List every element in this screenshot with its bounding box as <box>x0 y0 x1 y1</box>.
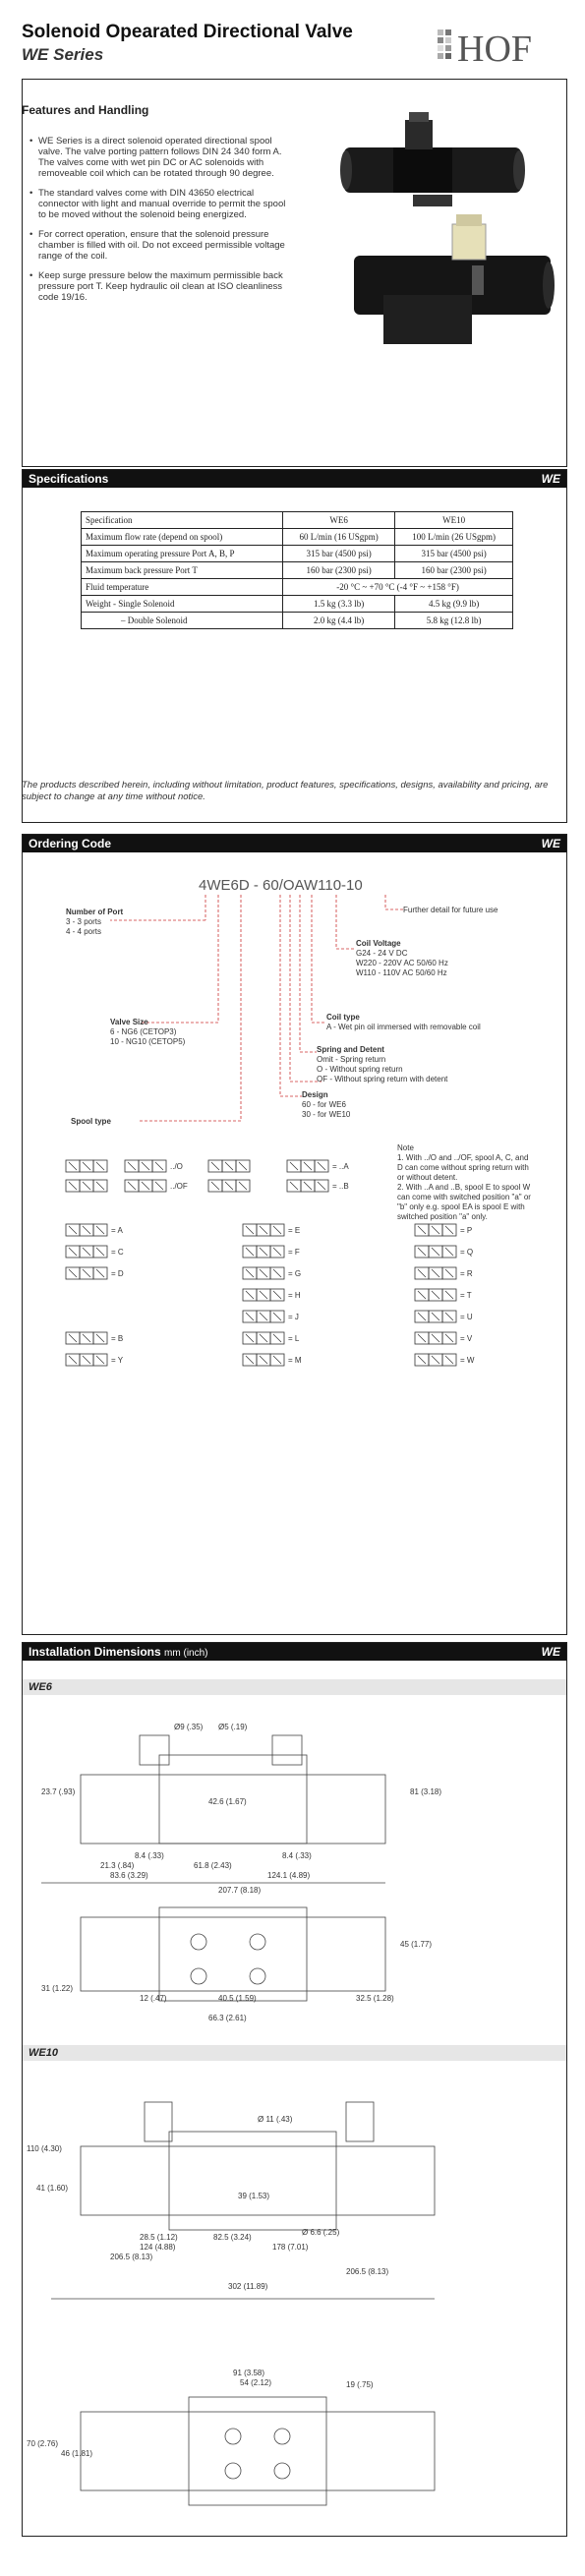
disclaimer-text: The products described herein, including without limitation, product features, specifications, designs, availability and pricing, are subject to change at any time without notice. <box>22 780 549 802</box>
coil-voltage-title: Coil Voltage <box>356 939 401 948</box>
spool-label: = Q <box>460 1248 474 1257</box>
spool-label: = D <box>111 1269 124 1278</box>
spring-detent-line: Omit - Spring return <box>317 1055 386 1064</box>
spool-symbol <box>415 1246 473 1258</box>
spool-label: = J <box>288 1313 299 1321</box>
section-tag: WE <box>541 837 560 850</box>
table-header-row <box>82 512 513 529</box>
coil-voltage-line: G24 - 24 V DC <box>356 949 408 958</box>
table-row <box>82 562 513 579</box>
svg-text:91 (3.58): 91 (3.58) <box>233 2369 265 2377</box>
spool-symbol <box>66 1224 123 1236</box>
coil-voltage-line: W220 - 220V AC 50/60 Hz <box>356 959 448 967</box>
spool-label: = ..A <box>332 1162 349 1171</box>
table-row <box>82 596 513 613</box>
spool-symbol <box>243 1354 302 1366</box>
spool-symbol <box>415 1224 472 1236</box>
spool-label: = F <box>288 1248 300 1257</box>
spool-label: = Y <box>111 1356 124 1365</box>
svg-text:206.5 (8.13): 206.5 (8.13) <box>346 2267 389 2276</box>
design-line: 30 - for WE10 <box>302 1110 351 1119</box>
feature-item: • Keep surge pressure below the maximum permissible back pressure port T. Keep hydraulic oil clean at ISO cleanliness code 19/16. <box>29 270 295 303</box>
spool-label: = M <box>288 1356 302 1365</box>
ordering-bar <box>23 835 566 852</box>
spool-symbol <box>66 1267 124 1279</box>
spool-label: = P <box>460 1226 473 1235</box>
valve-size-title: Valve Size <box>110 1018 148 1026</box>
spring-detent-line: OF - Without spring return with detent <box>317 1075 448 1083</box>
spool-symbol <box>243 1332 300 1344</box>
table-cell: 5.8 kg (12.8 lb) <box>395 613 513 629</box>
hof-logo <box>438 24 565 69</box>
we10-label: WE10 <box>23 2045 566 2061</box>
spring-detent-title: Spring and Detent <box>317 1045 384 1054</box>
feature-item: • WE Series is a direct solenoid operated directional spool valve. The valve porting pattern follows DIN 24 340 form A. The valves come with wet pin DC or AC solenoids with removeable coil which can be rotated through 90 degree. <box>29 136 295 179</box>
spool-symbol <box>208 1160 250 1172</box>
we10-drawing <box>22 2063 567 2525</box>
spool-symbol <box>415 1289 472 1301</box>
spool-label: = V <box>460 1334 473 1343</box>
table-cell: – Double Solenoid <box>82 613 283 629</box>
spool-label: = U <box>460 1313 473 1321</box>
spec-table <box>81 511 513 629</box>
svg-text:Ø 6.6 (.25): Ø 6.6 (.25) <box>302 2228 340 2237</box>
svg-text:54 (2.12): 54 (2.12) <box>240 2378 272 2387</box>
coil-type-title: Coil type <box>326 1013 360 1022</box>
spool-label: = R <box>460 1269 473 1278</box>
spool-label: = W <box>460 1356 475 1365</box>
spool-symbol <box>66 1354 124 1366</box>
spool-label: ../OF <box>170 1182 188 1191</box>
spool-symbol <box>415 1332 473 1344</box>
svg-text:19 (.75): 19 (.75) <box>346 2380 374 2389</box>
table-cell: 100 L/min (26 USgpm) <box>395 529 513 546</box>
specifications-bar <box>23 470 566 488</box>
table-cell: 160 bar (2300 psi) <box>283 562 395 579</box>
spool-symbol <box>243 1311 299 1322</box>
spool-label: = T <box>460 1291 472 1300</box>
svg-text:Ø9 (.35): Ø9 (.35) <box>174 1723 204 1731</box>
spool-label: = C <box>111 1248 124 1257</box>
svg-text:8.4 (.33): 8.4 (.33) <box>135 1851 164 1860</box>
table-cell: 160 bar (2300 psi) <box>395 562 513 579</box>
spool-symbol <box>125 1160 183 1172</box>
ordering-diagram <box>22 855 567 1632</box>
number-of-port-title: Number of Port <box>66 907 124 916</box>
spool-symbol <box>415 1311 473 1322</box>
section-title: Installation Dimensions <box>29 1645 161 1659</box>
valve-product-image <box>324 108 560 354</box>
svg-text:41 (1.60): 41 (1.60) <box>36 2184 69 2193</box>
spool-symbol <box>208 1180 250 1192</box>
table-header: WE10 <box>395 512 513 529</box>
table-cell: 315 bar (4500 psi) <box>283 546 395 562</box>
spool-symbol <box>415 1354 475 1366</box>
section-title: Specifications <box>29 472 109 486</box>
design-line: 60 - for WE6 <box>302 1100 346 1109</box>
further-detail-note: Further detail for future use <box>403 906 498 914</box>
spool-symbol <box>415 1267 473 1279</box>
table-row <box>82 613 513 629</box>
table-cell: Maximum flow rate (depend on spool) <box>82 529 283 546</box>
svg-text:83.6 (3.29): 83.6 (3.29) <box>110 1871 148 1880</box>
table-cell: Weight - Single Solenoid <box>82 596 283 613</box>
svg-text:12 (.47): 12 (.47) <box>140 1994 167 2003</box>
number-of-port-line: 4 - 4 ports <box>66 927 102 936</box>
spool-type-title: Spool type <box>71 1117 111 1126</box>
svg-text:178 (7.01): 178 (7.01) <box>272 2243 309 2252</box>
svg-text:124.1 (4.89): 124.1 (4.89) <box>267 1871 311 1880</box>
svg-text:31 (1.22): 31 (1.22) <box>41 1984 74 1993</box>
table-cell: 1.5 kg (3.3 lb) <box>283 596 395 613</box>
spool-symbol <box>243 1246 300 1258</box>
spool-symbol <box>125 1180 188 1192</box>
page-header <box>0 0 585 79</box>
table-row <box>82 579 513 596</box>
svg-text:206.5 (8.13): 206.5 (8.13) <box>110 2253 153 2261</box>
spool-note: Note 1. With ../O and ../OF, spool A, C, and D can come without spring return with or without detent. 2. With ..A and ..B, spool E to spool W can come with switched position "a" or "b" only e.g. spool EA is spool E with switched position "a" only. <box>397 1143 531 1221</box>
features-heading: Features and Handling <box>22 103 149 117</box>
logo-text: HOF <box>457 29 533 69</box>
svg-text:32.5 (1.28): 32.5 (1.28) <box>356 1994 394 2003</box>
section-title: Ordering Code <box>29 837 112 850</box>
design-title: Design <box>302 1090 328 1099</box>
number-of-port-line: 3 - 3 ports <box>66 917 102 926</box>
spring-detent-line: O - Without spring return <box>317 1065 403 1074</box>
page-subtitle: WE Series <box>22 45 104 64</box>
coil-type-line: A - Wet pin oil immersed with removable coil <box>326 1023 481 1031</box>
spool-symbol <box>243 1267 301 1279</box>
svg-text:45 (1.77): 45 (1.77) <box>400 1940 433 1949</box>
table-cell: 2.0 kg (4.4 lb) <box>283 613 395 629</box>
spool-label: = L <box>288 1334 300 1343</box>
table-row <box>82 529 513 546</box>
svg-text:8.4 (.33): 8.4 (.33) <box>282 1851 312 1860</box>
svg-text:124 (4.88): 124 (4.88) <box>140 2243 176 2252</box>
feature-item: • For correct operation, ensure that the solenoid pressure chamber is filled with oil. Do not exceed permissible voltage range of the coil. <box>29 229 295 262</box>
table-header: Specification <box>82 512 283 529</box>
section-tag: WE <box>541 1645 560 1659</box>
spool-symbol <box>66 1246 124 1258</box>
spool-label: = G <box>288 1269 302 1278</box>
svg-text:21.3 (.84): 21.3 (.84) <box>100 1861 135 1870</box>
valve-size-line: 10 - NG10 (CETOP5) <box>110 1037 186 1046</box>
features-list <box>29 136 295 312</box>
table-header: WE6 <box>283 512 395 529</box>
table-cell: -20 °C ~ +70 °C (-4 °F ~ +158 °F) <box>283 579 513 596</box>
spool-symbol <box>66 1160 107 1172</box>
ordering-code: 4WE6D - 60/OAW110-10 <box>199 877 363 894</box>
table-cell: Maximum back pressure Port T <box>82 562 283 579</box>
svg-text:39 (1.53): 39 (1.53) <box>238 2192 270 2200</box>
table-cell: 60 L/min (16 USgpm) <box>283 529 395 546</box>
spool-label: = A <box>111 1226 123 1235</box>
table-row <box>82 546 513 562</box>
svg-text:46 (1.81): 46 (1.81) <box>61 2449 93 2458</box>
we6-drawing <box>22 1696 567 2040</box>
svg-text:66.3 (2.61): 66.3 (2.61) <box>208 2014 247 2022</box>
svg-text:70 (2.76): 70 (2.76) <box>27 2439 59 2448</box>
spool-symbol <box>243 1289 301 1301</box>
svg-text:110 (4.30): 110 (4.30) <box>27 2144 62 2153</box>
installation-bar <box>23 1643 566 1661</box>
svg-text:23.7 (.93): 23.7 (.93) <box>41 1787 76 1796</box>
svg-text:302 (11.89): 302 (11.89) <box>228 2282 268 2291</box>
svg-text:42.6 (1.67): 42.6 (1.67) <box>208 1797 247 1806</box>
valve-size-line: 6 - NG6 (CETOP3) <box>110 1027 177 1036</box>
spool-symbol <box>66 1180 107 1192</box>
table-cell: 4.5 kg (9.9 lb) <box>395 596 513 613</box>
spool-symbol <box>287 1160 349 1172</box>
svg-text:61.8 (2.43): 61.8 (2.43) <box>194 1861 232 1870</box>
svg-text:81 (3.18): 81 (3.18) <box>410 1787 442 1796</box>
table-cell: Maximum operating pressure Port A, B, P <box>82 546 283 562</box>
table-cell: Fluid temperature <box>82 579 283 596</box>
svg-text:Ø5 (.19): Ø5 (.19) <box>218 1723 248 1731</box>
svg-text:82.5 (3.24): 82.5 (3.24) <box>213 2233 252 2242</box>
svg-text:207.7 (8.18): 207.7 (8.18) <box>218 1886 262 1895</box>
spool-label: = B <box>111 1334 124 1343</box>
we6-label: WE6 <box>23 1679 566 1695</box>
spool-label: = ..B <box>332 1182 349 1191</box>
svg-text:40.5 (1.59): 40.5 (1.59) <box>218 1994 257 2003</box>
spool-label: ../O <box>170 1162 183 1171</box>
feature-item: • The standard valves come with DIN 43650 electrical connector with light and manual override to permit the spool to be moved without the solenoid being energized. <box>29 188 295 220</box>
page-title: Solenoid Opearated Directional Valve <box>22 22 353 42</box>
section-tag: WE <box>541 472 560 486</box>
svg-text:Ø 11 (.43): Ø 11 (.43) <box>258 2115 293 2124</box>
spool-label: = E <box>288 1226 301 1235</box>
table-cell: 315 bar (4500 psi) <box>395 546 513 562</box>
coil-voltage-line: W110 - 110V AC 50/60 Hz <box>356 968 447 977</box>
svg-text:28.5 (1.12): 28.5 (1.12) <box>140 2233 178 2242</box>
spool-symbol <box>66 1332 123 1344</box>
spool-label: = H <box>288 1291 301 1300</box>
spool-symbol <box>243 1224 300 1236</box>
units-label: mm (inch) <box>164 1648 208 1659</box>
spool-symbol <box>287 1180 349 1192</box>
